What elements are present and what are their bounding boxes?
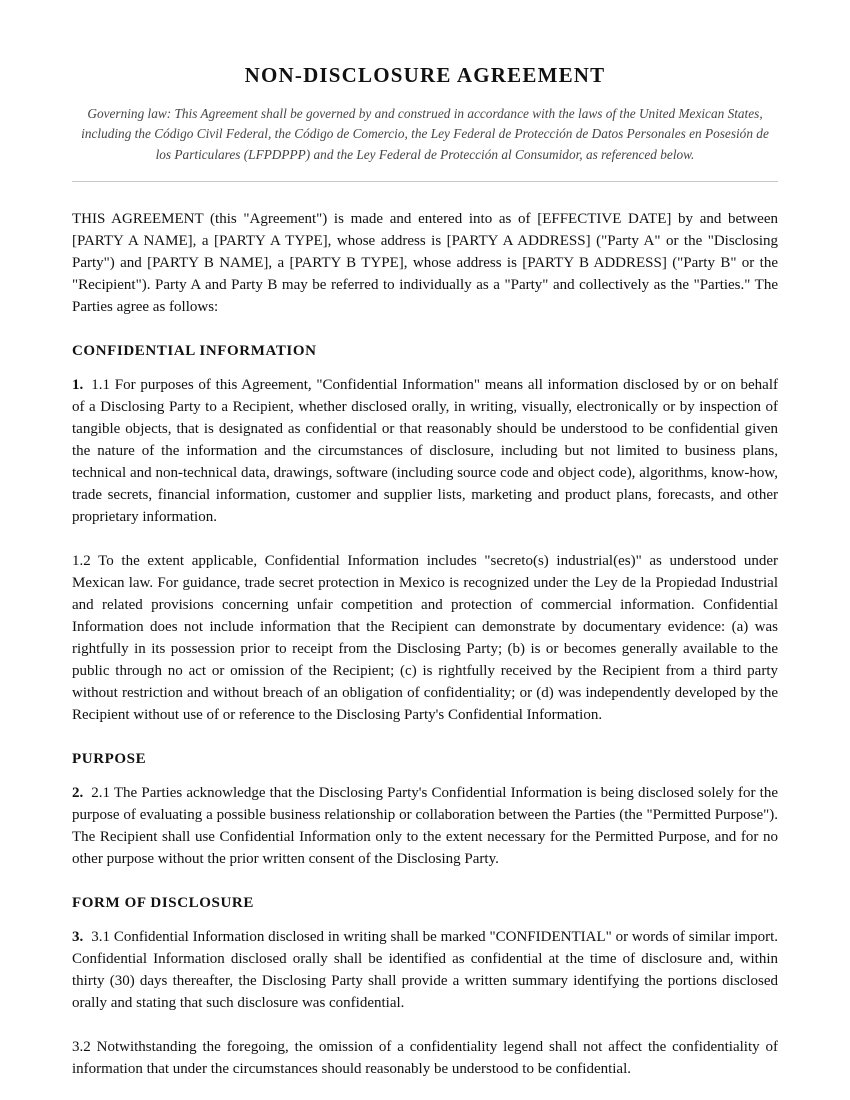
clause-number: 2. <box>72 784 84 801</box>
clause-1-1 <box>72 374 778 528</box>
clause-text: 3.1 Confidential Information disclosed in writing shall be marked "CONFIDENTIAL" or words of similar import. Confidential Information disclosed orally shall be identified as confidential at the time of disclosure and, within thirty (30) days thereafter, the Disclosing Party shall provide a written summary identifying the portions disclosed orally and stating that such disclosure was confidential. <box>72 928 778 1011</box>
clause-1-2: 1.2 To the extent applicable, Confidential Information includes "secreto(s) industrial(es)" as understood under Mexican law. For guidance, trade secret protection in Mexico is recognized under the Ley de la Propiedad Industrial and related provisions concerning unfair competition and protection of commercial information. Confidential Information does not include information that the Recipient can demonstrate by documentary evidence: (a) was rightfully in its possession prior to receipt from the Disclosing Party; (b) is or becomes generally available to the public through no act or omission of the Recipient; (c) is rightfully received by the Recipient from a third party without restriction and without breach of an obligation of confidentiality; or (d) was independently developed by the Recipient without use of or reference to the Disclosing Party's Confidential Information. <box>72 552 778 723</box>
document-title: NON-DISCLOSURE AGREEMENT <box>244 63 606 87</box>
header-divider <box>72 181 778 182</box>
clause-text: 2.1 The Parties acknowledge that the Disclosing Party's Confidential Information is being disclosed solely for the purpose of evaluating a possible business relationship or collaboration between the Parties (the "Permitted Purpose"). The Recipient shall use Confidential Information only to the extent necessary for the Permitted Purpose, and for no other purpose without the prior written consent of the Disclosing Party. <box>72 784 778 867</box>
section-heading-form-of-disclosure: FORM OF DISCLOSURE <box>72 894 254 911</box>
clause-2-1 <box>72 782 778 870</box>
intro-paragraph: THIS AGREEMENT (this "Agreement") is made and entered into as of [EFFECTIVE DATE] by and between [PARTY A NAME], a [PARTY A TYPE], whose address is [PARTY A ADDRESS] ("Party A" or the "Disclosing Party") and [PARTY B NAME], a [PARTY B TYPE], whose address is [PARTY B ADDRESS] ("Party B" or the "Recipient"). Party A and Party B may be referred to individually as a "Party" and collectively as the "Parties." The Parties agree as follows: <box>72 210 778 315</box>
clause-text: 1.1 For purposes of this Agreement, "Confidential Information" means all information disclosed by or on behalf of a Disclosing Party to a Recipient, whether disclosed orally, in writing, visually, electronically or by inspection of tangible objects, that is designated as confidential or that reasonably should be understood to be confidential given the nature of the information and the circumstances of disclosure, including but not limited to business plans, technical and non-technical data, drawings, software (including source code and object code), algorithms, know-how, trade secrets, financial information, customer and supplier lists, marketing and product plans, forecasts, and other proprietary information. <box>72 376 778 525</box>
clause-3-2: 3.2 Notwithstanding the foregoing, the omission of a confidentiality legend shall not affect the confidentiality of information that under the circumstances should reasonably be understood to be confidential. <box>72 1038 778 1077</box>
clause-number: 3. <box>72 928 84 945</box>
governing-law-note: Governing law: This Agreement shall be governed by and construed in accordance with the laws of the United Mexican States, including the Código Civil Federal, the Código de Comercio, the Ley Federal de Protección de Datos Personales en Posesión de los Particulares (LFPDPPP) and the Ley Federal de Protección al Consumidor, as referenced below. <box>81 106 769 162</box>
clause-number: 1. <box>72 376 84 393</box>
clause-3-1 <box>72 926 778 1014</box>
section-heading-confidential-information: CONFIDENTIAL INFORMATION <box>72 342 317 359</box>
section-heading-purpose: PURPOSE <box>72 750 147 767</box>
